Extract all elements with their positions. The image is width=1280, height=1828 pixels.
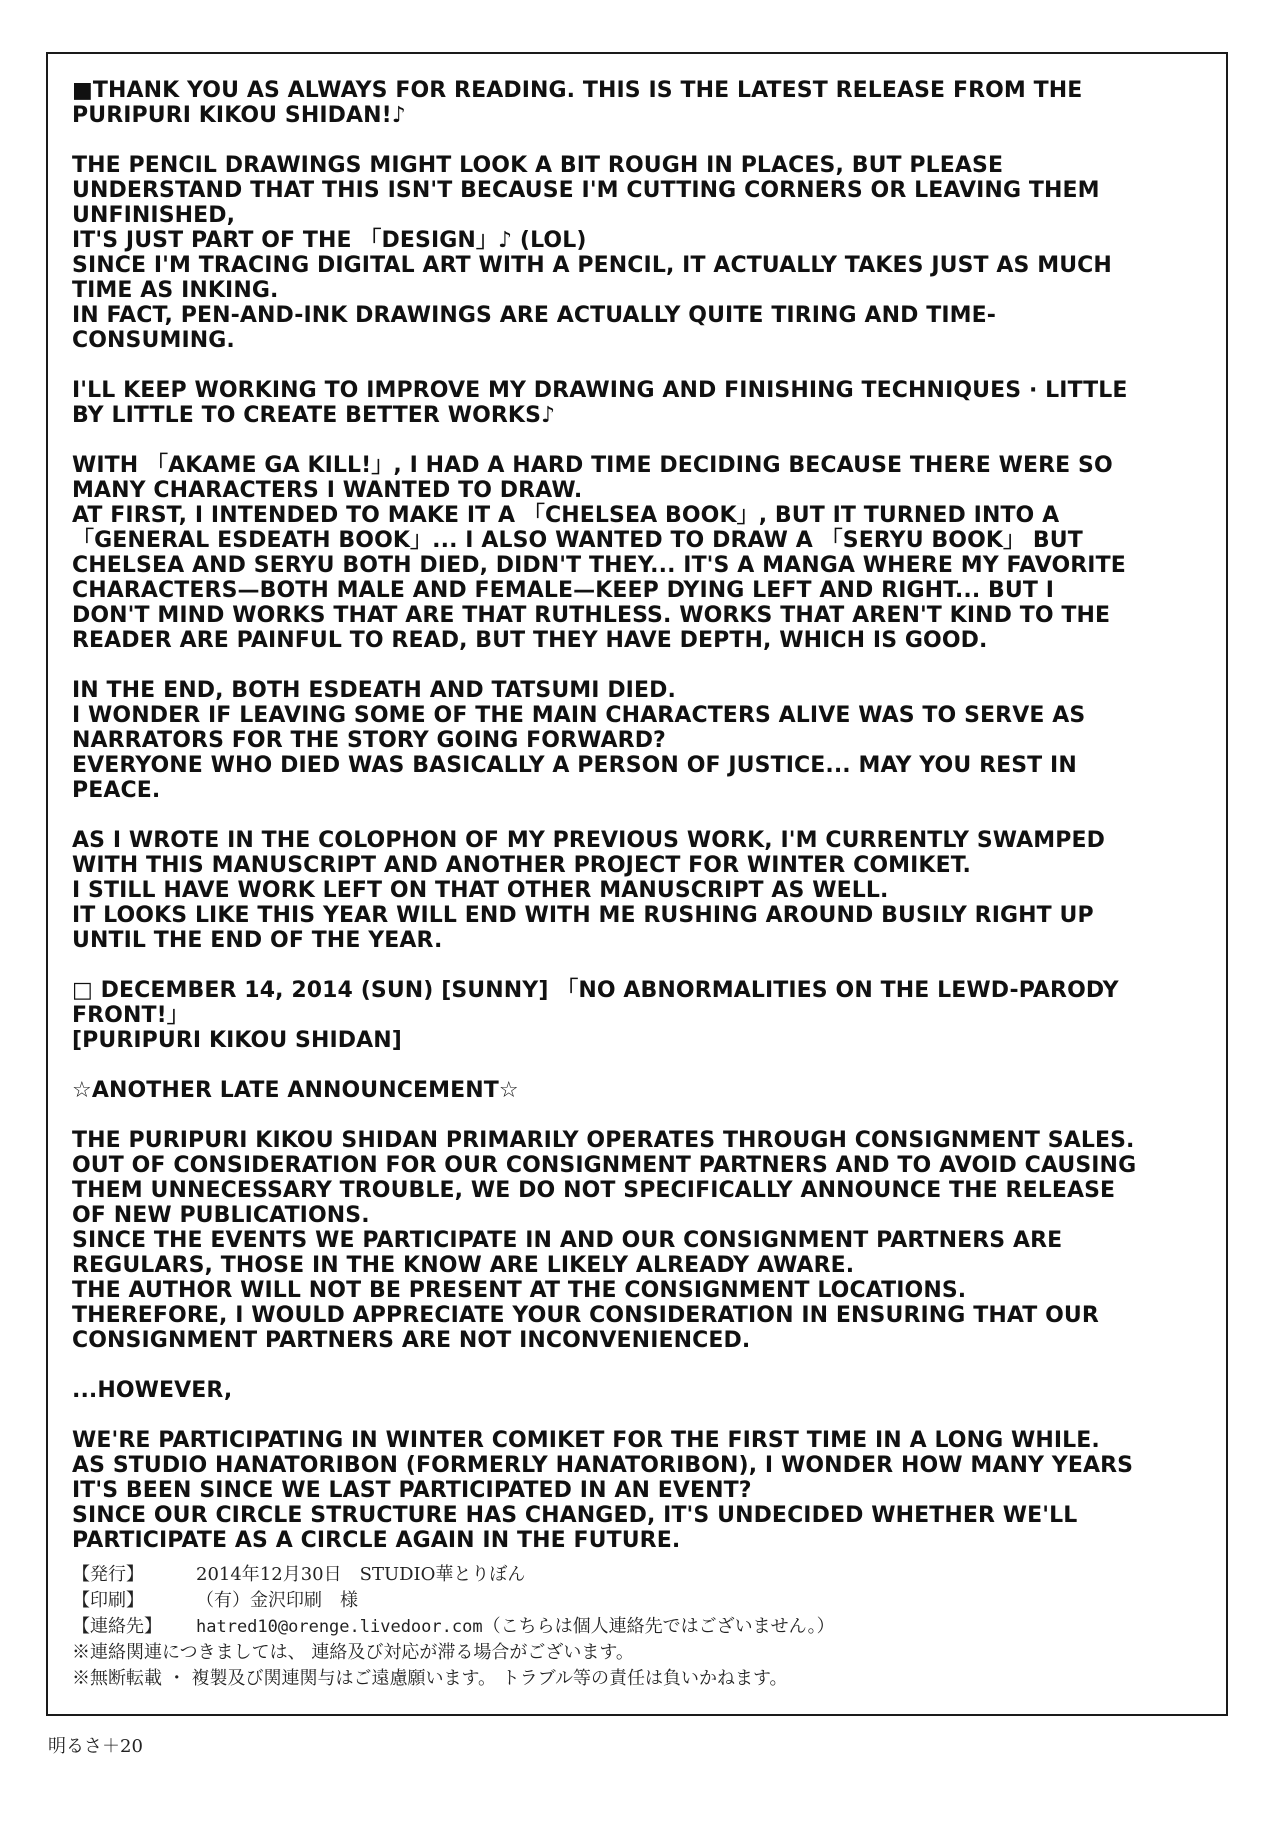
paragraph-consignment: THE PURIPURI KIKOU SHIDAN PRIMARILY OPERATES THROUGH CONSIGNMENT SALES. OUT OF CONSIDERATION FOR OUR CONSIGNMENT PARTNERS AND TO AVOID CAUSING THEM UNNECESSARY TROUBLE, WE DO NOT SPECIFICALLY ANNOUNCE THE RELEASE OF NEW PUBLICATIONS. SINCE THE EVENTS WE PARTICIPATE IN AND OUR CONSIGNMENT PARTNERS ARE REGULARS, THOSE IN THE KNOW ARE LIKELY ALREADY AWARE. THE AUTHOR WILL NOT BE PRESENT AT THE CONSIGNMENT LOCATIONS. THEREFORE, I WOULD APPRECIATE YOUR CONSIDERATION IN ENSURING THAT OUR CONSIGNMENT PARTNERS ARE NOT INCONVENIENCED. xyxy=(72,1128,1137,1353)
publisher-label: 【発行】 xyxy=(72,1564,144,1585)
paragraph-however: ...HOWEVER, xyxy=(72,1378,233,1403)
contact-email: hatred10@orenge.livedoor.com xyxy=(196,1617,483,1637)
paragraph-intro: ■THANK YOU AS ALWAYS FOR READING. THIS IS THE LATEST RELEASE FROM THE PURIPURI KIKOU SHIDAN!♪ xyxy=(72,78,1083,128)
colophon-printer-row xyxy=(72,1588,1192,1614)
paragraph-dateline: □ DECEMBER 14, 2014 (SUN) [SUNNY] 「NO ABNORMALITIES ON THE LEWD-PARODY FRONT!」 [PURIPURI KIKOU SHIDAN] xyxy=(72,978,1119,1053)
afterword-body xyxy=(72,78,1192,1578)
printer-label: 【印刷】 xyxy=(72,1590,144,1611)
paragraph-pencil-drawings: THE PENCIL DRAWINGS MIGHT LOOK A BIT ROUGH IN PLACES, BUT PLEASE UNDERSTAND THAT THIS ISN'T BECAUSE I'M CUTTING CORNERS OR LEAVING THEM UNFINISHED, IT'S JUST PART OF THE 「DESIGN」♪ (LOL) SINCE I'M TRACING DIGITAL ART WITH A PENCIL, IT ACTUALLY TAKES JUST AS MUCH TIME AS INKING. IN FACT, PEN-AND-INK DRAWINGS ARE ACTUALLY QUITE TIRING AND TIME- CONSUMING. xyxy=(72,153,1112,353)
brightness-note: 明るさ＋20 xyxy=(48,1736,143,1757)
colophon-publisher-row xyxy=(72,1562,1192,1588)
colophon-contact-row xyxy=(72,1614,1192,1640)
printer-value: （有）金沢印刷 様 xyxy=(196,1590,358,1611)
paragraph-improve: I'LL KEEP WORKING TO IMPROVE MY DRAWING AND FINISHING TECHNIQUES · LITTLE BY LITTLE TO CREATE BETTER WORKS♪ xyxy=(72,378,1128,428)
announcement-heading: ☆ANOTHER LATE ANNOUNCEMENT☆ xyxy=(72,1078,519,1103)
paragraph-akame-ga-kill: WITH 「AKAME GA KILL!」, I HAD A HARD TIME DECIDING BECAUSE THERE WERE SO MANY CHARACTERS I WANTED TO DRAW. AT FIRST, I INTENDED TO MAKE IT A 「CHELSEA BOOK」, BUT IT TURNED INTO A 「GENERAL ESDEATH BOOK」... I ALSO WANTED TO DRAW A 「SERYU BOOK」 BUT CHELSEA AND SERYU BOTH DIED, DIDN'T THEY... IT'S A MANGA WHERE MY FAVORITE CHARACTERS—BOTH MALE AND FEMALE—KEEP DYING LEFT AND RIGHT... BUT I DON'T MIND WORKS THAT ARE THAT RUTHLESS. WORKS THAT AREN'T KIND TO THE READER ARE PAINFUL TO READ, BUT THEY HAVE DEPTH, WHICH IS GOOD. xyxy=(72,453,1126,653)
publisher-value: 2014年12月30日 STUDIO華とりぼん xyxy=(196,1564,526,1585)
colophon xyxy=(72,1562,1192,1692)
colophon-note-reproduction: ※無断転載 ・ 複製及び関連関与はご遠慮願います。 トラブル等の責任は負いかねます。 xyxy=(72,1668,788,1689)
contact-label: 【連絡先】 xyxy=(72,1616,162,1637)
colophon-note-contact: ※連絡関連につきましては、 連絡及び対応が滞る場合がございます。 xyxy=(72,1642,634,1663)
paragraph-ending: IN THE END, BOTH ESDEATH AND TATSUMI DIED. I WONDER IF LEAVING SOME OF THE MAIN CHARACTERS ALIVE WAS TO SERVE AS NARRATORS FOR THE STORY GOING FORWARD? EVERYONE WHO DIED WAS BASICALLY A PERSON OF JUSTICE... MAY YOU REST IN PEACE. xyxy=(72,678,1086,803)
contact-note: （こちらは個人連絡先ではございません。） xyxy=(482,1616,835,1637)
paragraph-winter-comiket: WE'RE PARTICIPATING IN WINTER COMIKET FOR THE FIRST TIME IN A LONG WHILE. AS STUDIO HANATORIBON (FORMERLY HANATORIBON), I WONDER HOW MANY YEARS IT'S BEEN SINCE WE LAST PARTICIPATED IN AN EVENT? SINCE OUR CIRCLE STRUCTURE HAS CHANGED, IT'S UNDECIDED WHETHER WE'LL PARTICIPATE AS A CIRCLE AGAIN IN THE FUTURE. xyxy=(72,1428,1134,1553)
paragraph-schedule: AS I WROTE IN THE COLOPHON OF MY PREVIOUS WORK, I'M CURRENTLY SWAMPED WITH THIS MANUSCRIPT AND ANOTHER PROJECT FOR WINTER COMIKET. I STILL HAVE WORK LEFT ON THAT OTHER MANUSCRIPT AS WELL. IT LOOKS LIKE THIS YEAR WILL END WITH ME RUSHING AROUND BUSILY RIGHT UP UNTIL THE END OF THE YEAR. xyxy=(72,828,1106,953)
